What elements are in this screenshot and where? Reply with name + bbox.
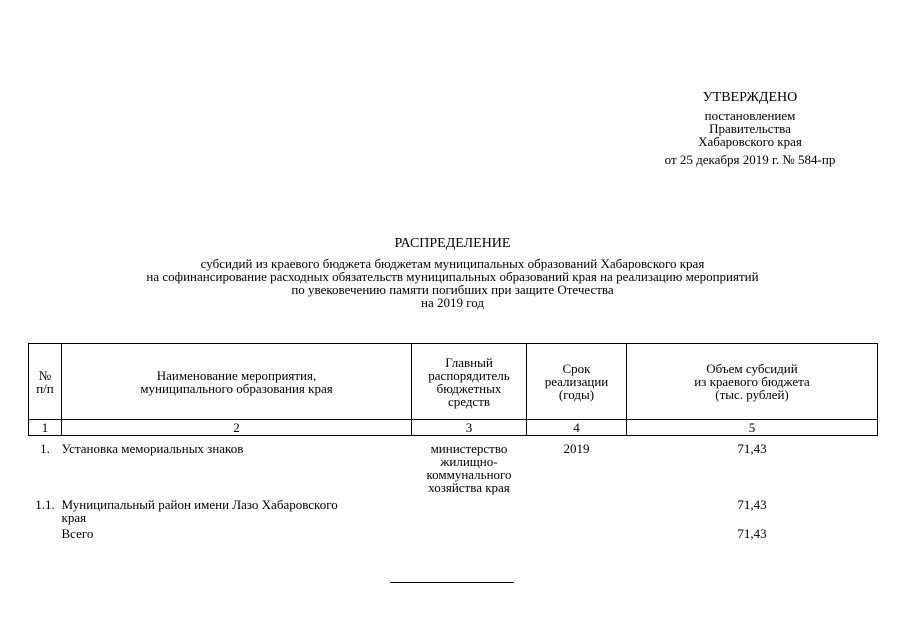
row-name: Установка мемориальных знаков [61, 441, 244, 456]
row-volume: 71,43 [737, 441, 767, 456]
document-subtitle-line: субсидий из краевого бюджета бюджетам муниципальных образований Хабаровского края [200, 256, 705, 271]
row-manager [412, 527, 527, 545]
approval-block [640, 90, 860, 167]
document-subtitle-line: на 2019 год [421, 295, 484, 310]
column-number: 1 [29, 420, 62, 436]
row-manager: министерство жилищно- коммунального хозяйства края [426, 441, 512, 495]
row-term: 2019 [563, 441, 590, 456]
column-header-manager [412, 344, 527, 420]
row-term [527, 498, 627, 527]
row-number [29, 527, 62, 545]
column-header-number [29, 344, 62, 420]
row-volume: 71,43 [737, 526, 767, 541]
column-header-name-text: Наименование мероприятия, муниципального образования края [140, 367, 333, 396]
row-volume: 71,43 [737, 497, 767, 512]
table-header-row [29, 344, 878, 420]
table-total-row [29, 527, 878, 545]
column-number: 3 [412, 420, 527, 436]
approval-line: постановлением [704, 108, 796, 123]
column-header-number-text: № п/п [36, 367, 54, 396]
column-header-volume-text: Объем субсидий из краевого бюджета (тыс. рублей) [694, 361, 810, 402]
approval-line: Правительства [709, 121, 791, 136]
closing-divider [390, 582, 514, 583]
column-header-name [62, 344, 412, 420]
column-number-row [29, 420, 878, 436]
distribution-table [28, 343, 878, 545]
approval-line: Хабаровского края [698, 134, 802, 149]
document-subtitle-line: по увековечению памяти погибших при защите Отечества [291, 282, 614, 297]
table-row [29, 498, 878, 527]
column-header-volume [627, 344, 878, 420]
row-name: Всего [61, 526, 94, 541]
row-number: 1.1. [35, 497, 55, 512]
row-term [527, 527, 627, 545]
document-title: РАСПРЕДЕЛЕНИЕ [394, 236, 511, 251]
column-number: 4 [527, 420, 627, 436]
document-heading [60, 236, 845, 309]
table-row [29, 436, 878, 499]
column-number: 2 [62, 420, 412, 436]
row-number: 1. [40, 441, 50, 456]
document-subtitle-line: на софинансирование расходных обязательств муниципальных образований края на реализацию мероприятий [146, 269, 759, 284]
column-header-term [527, 344, 627, 420]
row-name: Муниципальный район имени Лазо Хабаровского края [61, 497, 338, 525]
approval-header: УТВЕРЖДЕНО [702, 90, 798, 105]
column-number: 5 [627, 420, 878, 436]
approval-date: от 25 декабря 2019 г. № 584-пр [664, 152, 836, 167]
column-header-manager-text: Главный распорядитель бюджетных средств [428, 354, 510, 409]
row-manager [412, 498, 527, 527]
column-header-term-text: Срок реализации (годы) [544, 361, 609, 402]
